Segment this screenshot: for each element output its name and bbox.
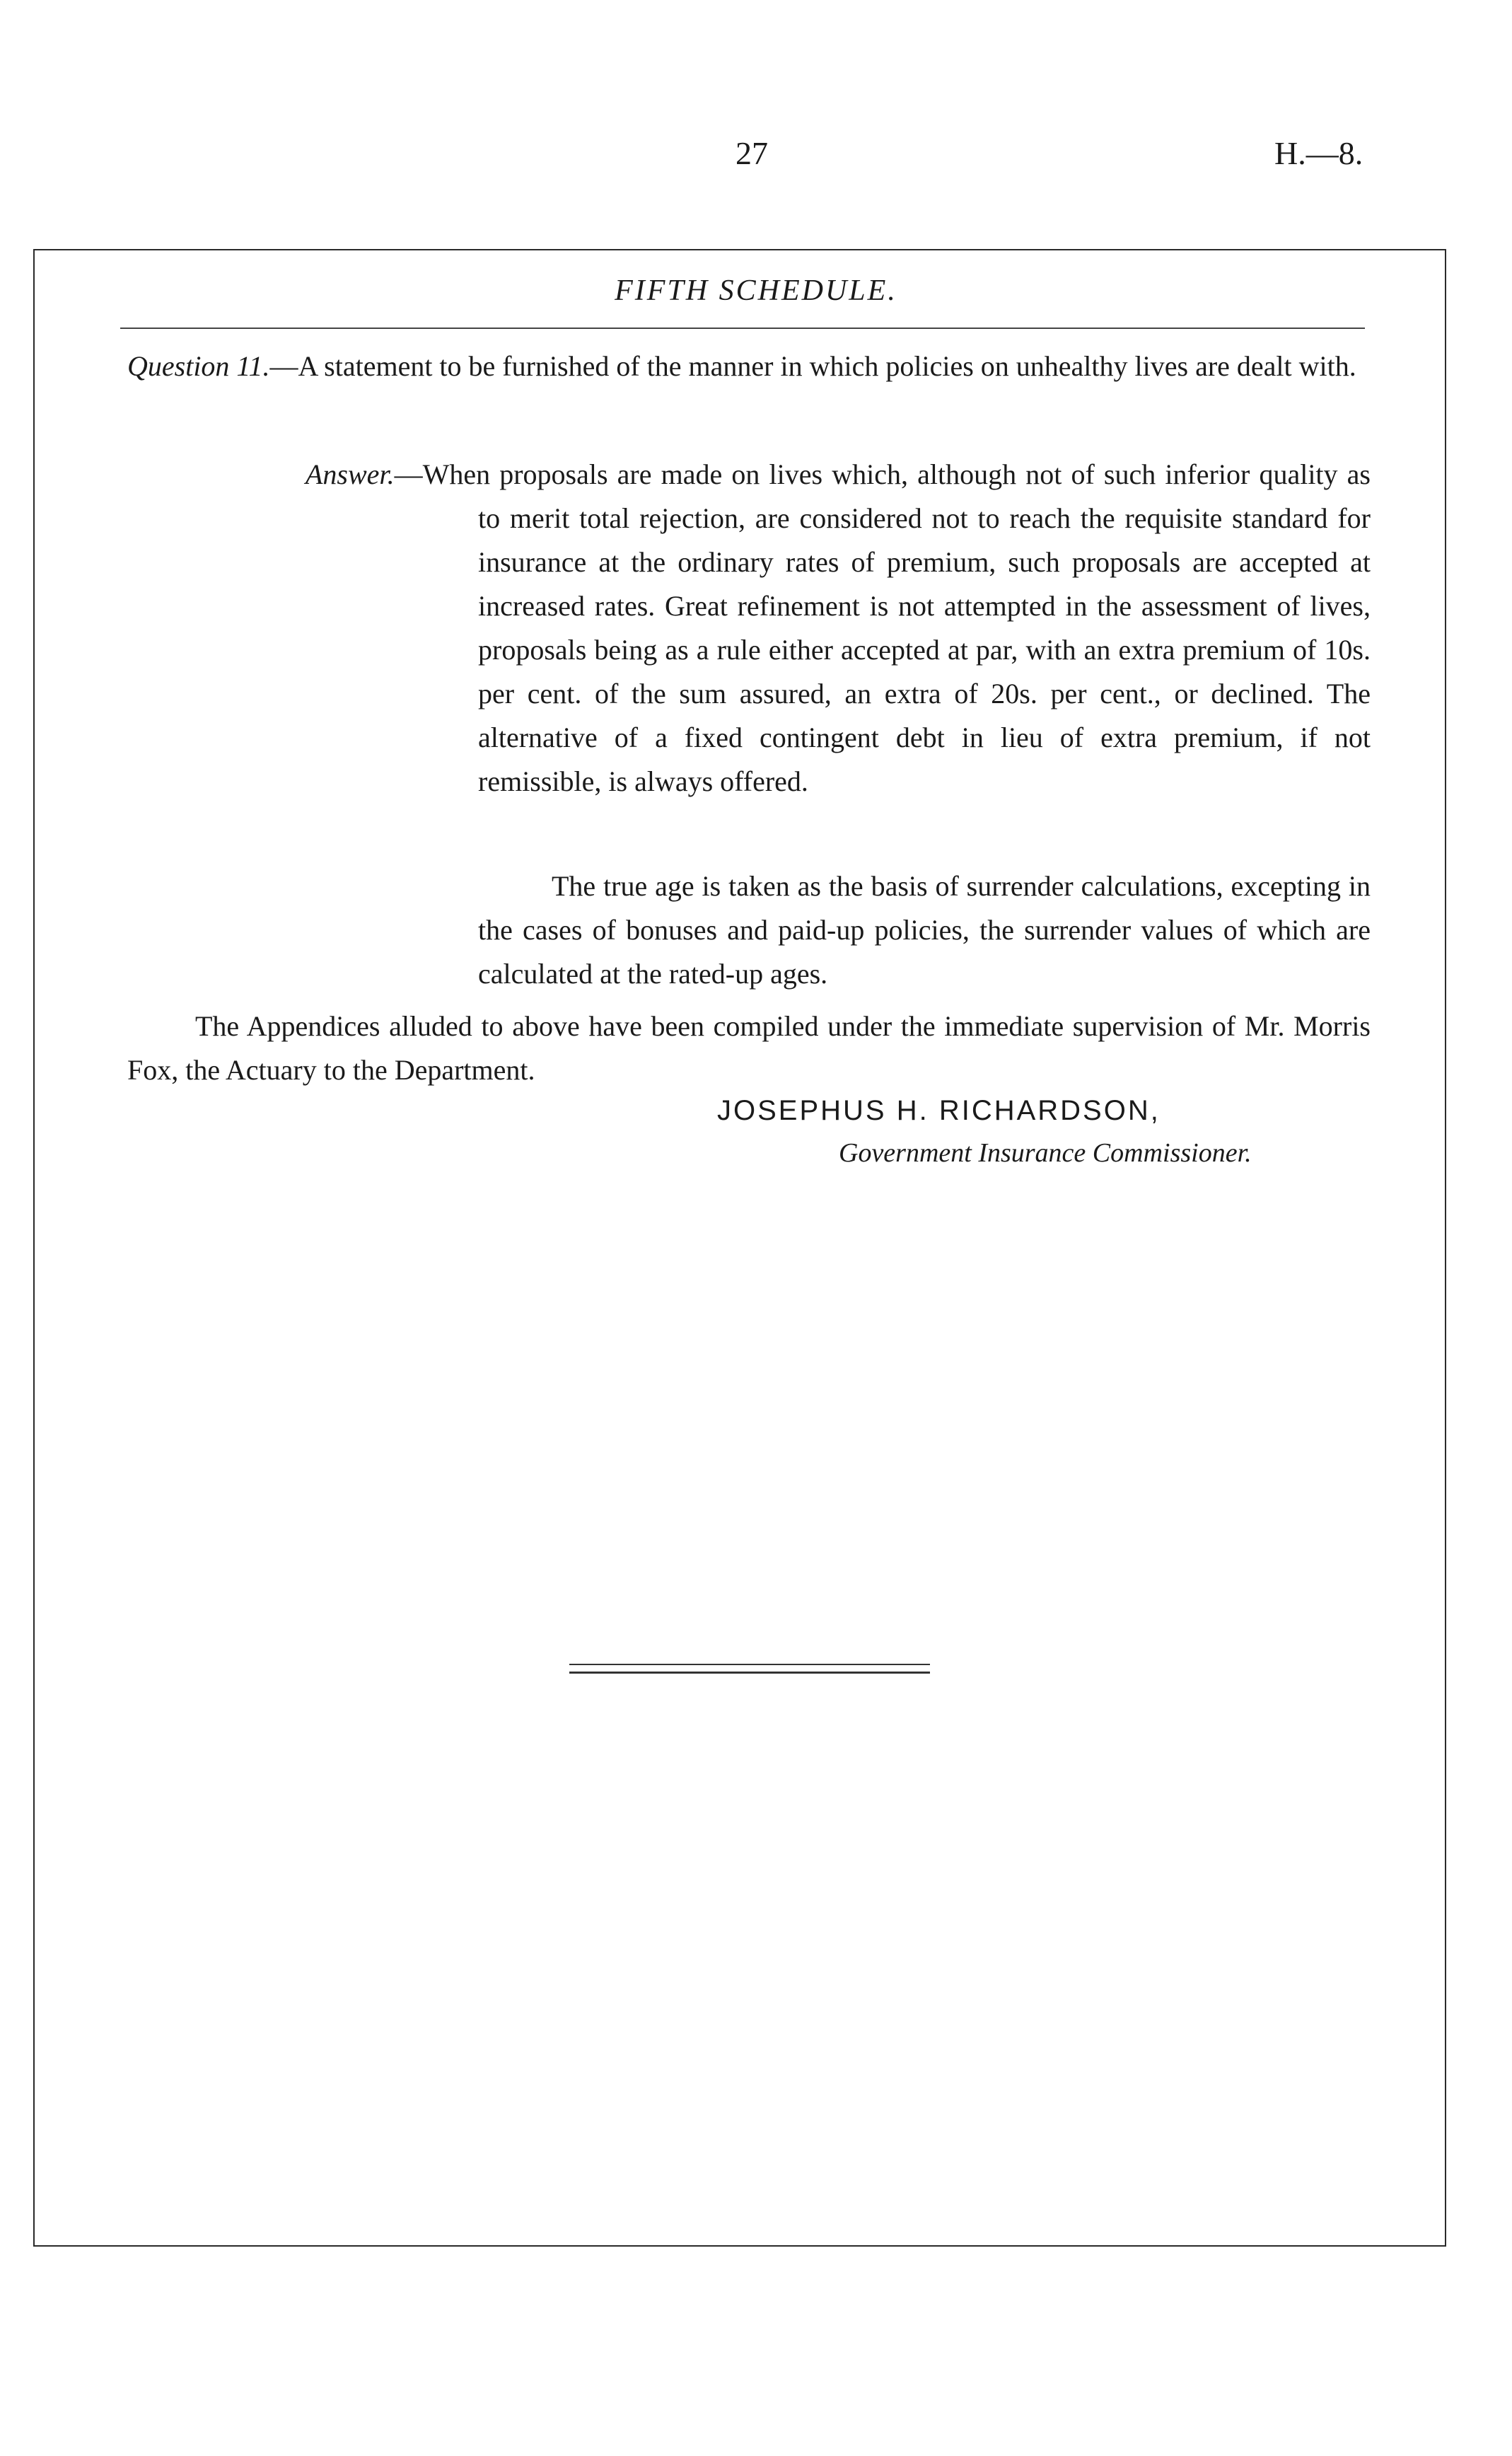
signatory-title: Government Insurance Commissioner. (839, 1138, 1252, 1168)
page-number: 27 (735, 135, 768, 171)
document-reference: H.—8. (1274, 135, 1363, 171)
end-rule-thick (569, 1672, 930, 1674)
schedule-title: FIFTH SCHEDULE. (615, 274, 897, 307)
question-paragraph (127, 344, 1371, 388)
answer-paragraph-2: The true age is taken as the basis of surrender calculations, excepting in the cases of bonuses and paid-up policies, the surrender values of which are calculated at the rated-up ages. (478, 870, 1371, 990)
title-divider (120, 328, 1365, 329)
answer-paragraph (306, 453, 1371, 804)
answer-text: —When proposals are made on lives which, although not of such inferior quality as to merit total rejection, are considered not to reach the requisite standard for insurance at the ordinary rates of premium, such proposals are accepted at increased rates. Great refinement is not attempted in the assessment of lives, proposals being as a rule either accepted at par, with an extra premium of 10s. per cent. of the sum assured, an extra of 20s. per cent., or declined. The alternative of a fixed contingent debt in lieu of extra premium, if not remissible, is always offered. (394, 458, 1371, 797)
answer-label: Answer. (306, 458, 395, 490)
signatory-name: JOSEPHUS H. RICHARDSON, (717, 1095, 1161, 1126)
question-label: Question 11. (127, 350, 270, 382)
question-text: —A statement to be furnished of the manner in which policies on unhealthy lives are dealt with. (269, 350, 1356, 382)
end-rule-thin (569, 1664, 930, 1665)
appendices-paragraph: The Appendices alluded to above have been compiled under the immediate supervision of Mr. Morris Fox, the Actuary to the Department. (127, 1010, 1371, 1086)
